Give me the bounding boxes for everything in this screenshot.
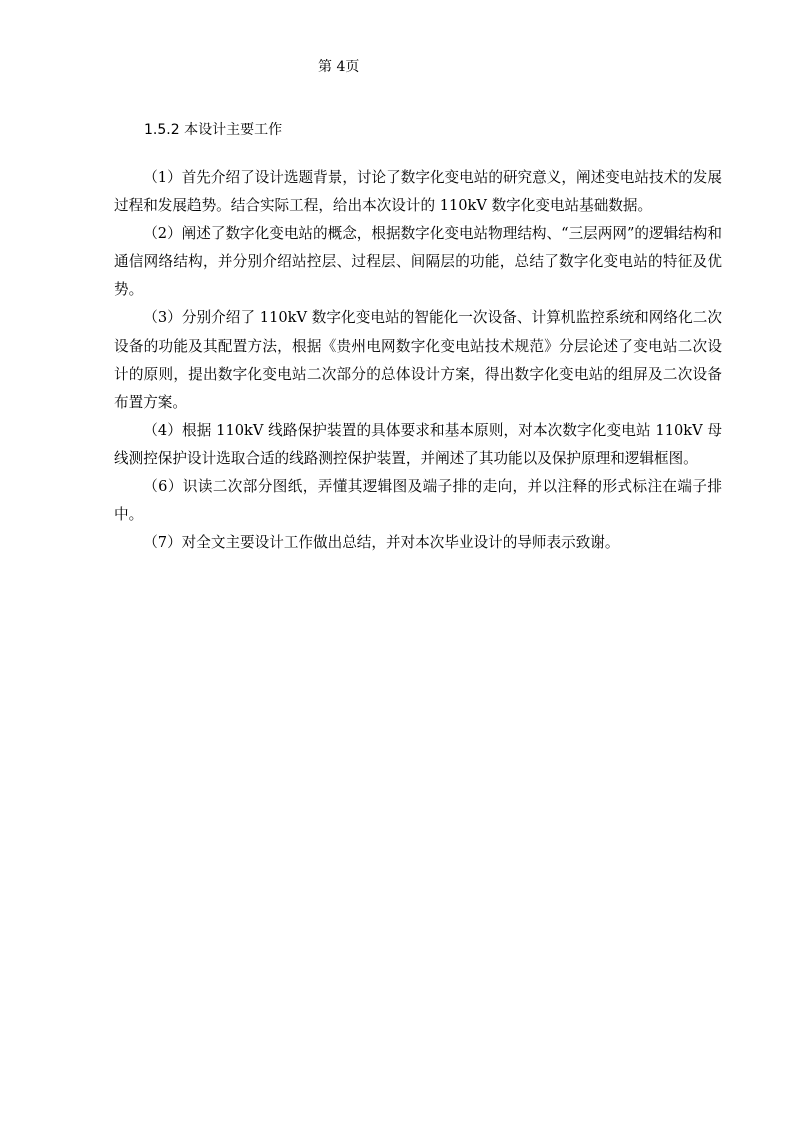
paragraph-4: （4）根据 110kV 线路保护装置的具体要求和基本原则，对本次数字化变电站 110kV 母线测控保护设计选取合适的线路测控保护装置，并阐述了其功能以及保护原理和逻辑框图。 — [114, 421, 722, 467]
page-number: 第 4页 — [318, 59, 360, 75]
paragraph-6: （6）识读二次部分图纸，弄懂其逻辑图及端子排的走向，并以注释的形式标注在端子排中。 — [114, 478, 722, 524]
paragraph-7: （7）对全文主要设计工作做出总结，并对本次毕业设计的导师表示致谢。 — [143, 534, 620, 552]
paragraph-3: （3）分别介绍了 110kV 数字化变电站的智能化一次设备、计算机监控系统和网络化二次设备的功能及其配置方法，根据《贵州电网数字化变电站技术规范》分层论述了变电站二次设计的原则，提出数字化变电站二次部分的总体设计方案，得出数字化变电站的组屏及二次设备布置方案。 — [114, 309, 722, 411]
paragraph-2: （2）阐述了数字化变电站的概念，根据数字化变电站物理结构、“三层两网”的逻辑结构和通信网络结构，并分别介绍站控层、过程层、间隔层的功能，总结了数字化变电站的特征及优势。 — [114, 225, 722, 299]
body-text — [114, 164, 722, 557]
section-heading: 1.5.2 本设计主要工作 — [144, 122, 283, 138]
paragraph-1: （1）首先介绍了设计选题背景，讨论了数字化变电站的研究意义，阐述变电站技术的发展过程和发展趋势。结合实际工程，给出本次设计的 110kV 数字化变电站基础数据。 — [114, 169, 722, 215]
